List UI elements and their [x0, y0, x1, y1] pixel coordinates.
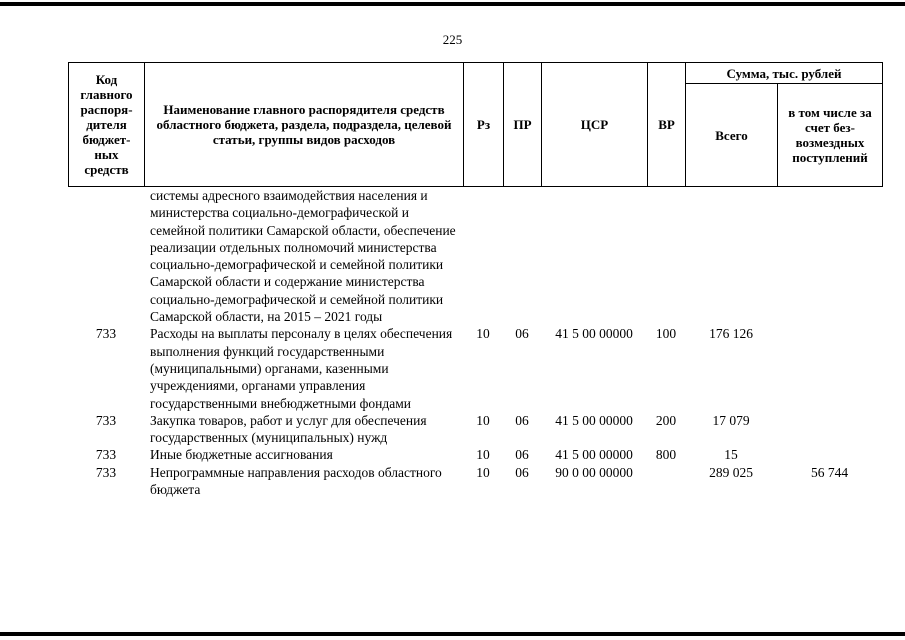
row-csr: 41 5 00 00000	[555, 326, 633, 342]
row-csr: 41 5 00 00000	[555, 412, 633, 428]
header-vr: ВР	[648, 63, 686, 187]
row-vr: 800	[655, 447, 677, 463]
row-rz: 10	[476, 412, 490, 428]
row-pr: 06	[515, 412, 529, 428]
table-row	[0, 446, 905, 463]
row-code: 733	[95, 326, 117, 342]
table-row	[0, 412, 905, 447]
row-pr: 06	[515, 464, 529, 480]
row-name: Расходы на выплаты персоналу в целях обеспечения выполнения функций государственными (муниципальными) органами, казенными учреждениями, органами управления государственными внебюджетными фондами	[150, 326, 453, 411]
row-rz: 10	[476, 447, 490, 463]
table-header	[68, 62, 883, 187]
row-name: Иные бюджетные ассигнования	[150, 447, 333, 463]
row-total: 176 126	[709, 326, 753, 342]
row-pr: 06	[515, 326, 529, 342]
row-rz: 10	[476, 326, 490, 342]
table-row	[0, 464, 905, 499]
row-pr: 06	[515, 447, 529, 463]
row-rz: 10	[476, 464, 490, 480]
row-vr: 200	[655, 412, 677, 428]
header-csr: ЦСР	[542, 63, 648, 187]
row-total: 289 025	[709, 464, 753, 480]
row-code: 733	[95, 464, 117, 480]
row-code: 733	[95, 412, 117, 428]
continuation-row	[0, 187, 905, 325]
header-pr: ПР	[504, 63, 542, 187]
table-row	[0, 325, 905, 411]
bottom-rule	[0, 632, 905, 636]
row-csr: 90 0 00 00000	[555, 464, 633, 480]
row-csr: 41 5 00 00000	[555, 447, 633, 463]
page-number: 225	[442, 32, 463, 47]
header-code: Код главного распоря-дителя бюджет-ных средств	[69, 63, 145, 187]
row-vr: 100	[655, 326, 677, 342]
top-rule	[0, 2, 905, 6]
row-total: 15	[724, 447, 738, 463]
row-code: 733	[95, 447, 117, 463]
row-total: 17 079	[712, 412, 750, 428]
header-including: в том числе за счет без-возмездных поступлений	[778, 84, 883, 187]
header-sum-group: Сумма, тыс. рублей	[686, 63, 883, 84]
row-free: 56 744	[810, 464, 849, 480]
header-name: Наименование главного распорядителя средств областного бюджета, раздела, подраздела, целевой статьи, группы видов расходов	[145, 63, 464, 187]
header-rz: Рз	[464, 63, 504, 187]
table-body	[0, 187, 905, 498]
header-total: Всего	[686, 84, 778, 187]
row-name: Закупка товаров, работ и услуг для обеспечения государственных (муниципальных) нужд	[150, 412, 427, 446]
row-name: Непрограммные направления расходов областного бюджета	[150, 464, 442, 498]
continuation-text: системы адресного взаимодействия населения и министерства социально-демографической и семейной политики Самарской области, обеспечение реализации отдельных полномочий министерства социально-демографической и семейной политики Самарской области и содержание министерства социально-демографической и семейной политики Самарской области, на 2015 – 2021 годы	[150, 188, 456, 325]
